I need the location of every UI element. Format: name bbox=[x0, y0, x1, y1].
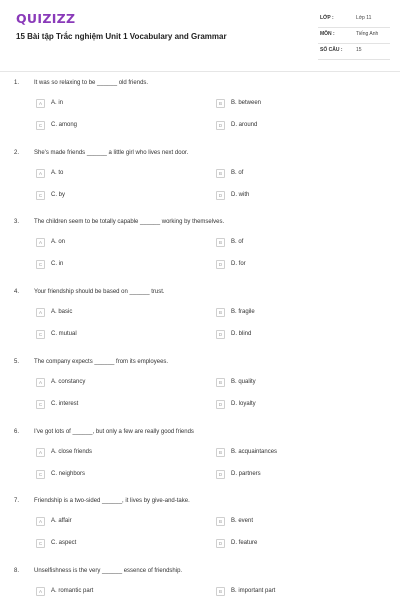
question-text: Friendship is a two-sided ______, it lives by give-and-take. bbox=[34, 498, 190, 504]
option-text: A. constancy bbox=[51, 379, 86, 385]
question-number: 5. bbox=[14, 359, 20, 365]
option-letter-box: B bbox=[216, 308, 225, 317]
option-text: C. mutual bbox=[51, 331, 77, 337]
option-letter-box: A bbox=[36, 378, 45, 387]
meta-value: Tiếng Anh bbox=[356, 31, 379, 37]
option-letter-box: D bbox=[216, 330, 225, 339]
option-letter-box: B bbox=[216, 169, 225, 178]
option-letter-box: A bbox=[36, 448, 45, 457]
meta-key: SỐ CÂU : bbox=[320, 47, 343, 53]
meta-table bbox=[318, 12, 390, 60]
option-letter-box: C bbox=[36, 121, 45, 130]
option-letter-box: B bbox=[216, 238, 225, 247]
option-text: C. in bbox=[51, 261, 64, 267]
option-letter-box: B bbox=[216, 587, 225, 596]
option-text: A. basic bbox=[51, 309, 73, 315]
option-letter-box: A bbox=[36, 587, 45, 596]
option-letter-box: B bbox=[216, 517, 225, 526]
option-letter-box: A bbox=[36, 238, 45, 247]
quizizz-logo: QUIZIZZ bbox=[16, 11, 76, 26]
question-2 bbox=[0, 150, 400, 220]
option-text: C. aspect bbox=[51, 540, 77, 546]
option-letter-box: D bbox=[216, 121, 225, 130]
option-letter-box: C bbox=[36, 330, 45, 339]
option-text: D. feature bbox=[231, 540, 258, 546]
option-letter-box: A bbox=[36, 308, 45, 317]
option-text: B. fragile bbox=[231, 309, 255, 315]
option-text: D. loyalty bbox=[231, 401, 256, 407]
question-number: 3. bbox=[14, 219, 20, 225]
option-text: A. to bbox=[51, 170, 64, 176]
meta-row-subject bbox=[318, 28, 390, 44]
option-letter-box: D bbox=[216, 260, 225, 269]
question-text: She's made friends ______ a little girl who lives next door. bbox=[34, 150, 189, 156]
option-text: B. acquaintances bbox=[231, 449, 278, 455]
meta-row-grade bbox=[318, 12, 390, 28]
option-letter-box: B bbox=[216, 99, 225, 108]
option-text: A. on bbox=[51, 239, 66, 245]
question-text: The company expects ______ from its employees. bbox=[34, 359, 169, 365]
option-text: D. around bbox=[231, 122, 258, 128]
question-number: 8. bbox=[14, 568, 20, 574]
question-4 bbox=[0, 289, 400, 359]
meta-value: Lớp 11 bbox=[356, 15, 372, 21]
question-number: 7. bbox=[14, 498, 20, 504]
option-letter-box: C bbox=[36, 400, 45, 409]
option-text: B. event bbox=[231, 518, 254, 524]
question-number: 6. bbox=[14, 429, 20, 435]
option-text: D. partners bbox=[231, 471, 261, 477]
option-text: B. of bbox=[231, 170, 244, 176]
meta-value: 15 bbox=[356, 47, 362, 53]
option-letter-box: A bbox=[36, 99, 45, 108]
meta-key: LỚP : bbox=[320, 15, 334, 21]
meta-key: MÔN : bbox=[320, 31, 335, 37]
option-text: B. important part bbox=[231, 588, 276, 594]
option-letter-box: C bbox=[36, 470, 45, 479]
option-letter-box: A bbox=[36, 169, 45, 178]
question-6 bbox=[0, 429, 400, 499]
option-letter-box: D bbox=[216, 539, 225, 548]
option-text: B. quality bbox=[231, 379, 256, 385]
option-text: C. among bbox=[51, 122, 78, 128]
option-letter-box: D bbox=[216, 470, 225, 479]
question-text: Unselfishness is the very ______ essence of friendship. bbox=[34, 568, 183, 574]
option-letter-box: C bbox=[36, 539, 45, 548]
option-text: B. of bbox=[231, 239, 244, 245]
worksheet-header bbox=[0, 0, 400, 72]
question-text: It was so relaxing to be ______ old friends. bbox=[34, 80, 149, 86]
option-text: C. neighbors bbox=[51, 471, 86, 477]
question-text: The children seem to be totally capable ______ working by themselves. bbox=[34, 219, 225, 225]
worksheet-title: 15 Bài tập Trắc nghiệm Unit 1 Vocabulary and Grammar bbox=[16, 32, 227, 41]
option-text: A. in bbox=[51, 100, 64, 106]
option-text: C. interest bbox=[51, 401, 79, 407]
option-letter-box: B bbox=[216, 448, 225, 457]
question-3 bbox=[0, 219, 400, 289]
option-letter-box: D bbox=[216, 400, 225, 409]
option-letter-box: D bbox=[216, 191, 225, 200]
option-letter-box: C bbox=[36, 191, 45, 200]
option-text: D. blind bbox=[231, 331, 252, 337]
option-text: A. close friends bbox=[51, 449, 93, 455]
option-letter-box: A bbox=[36, 517, 45, 526]
question-8 bbox=[0, 568, 400, 600]
option-text: D. with bbox=[231, 192, 250, 198]
question-number: 4. bbox=[14, 289, 20, 295]
question-5 bbox=[0, 359, 400, 429]
question-number: 2. bbox=[14, 150, 20, 156]
option-text: C. by bbox=[51, 192, 66, 198]
question-7 bbox=[0, 498, 400, 568]
option-letter-box: B bbox=[216, 378, 225, 387]
question-text: I've got lots of ______, but only a few are really good friends bbox=[34, 429, 194, 435]
question-number: 1. bbox=[14, 80, 20, 86]
option-text: D. for bbox=[231, 261, 246, 267]
option-text: A. affair bbox=[51, 518, 72, 524]
option-text: B. between bbox=[231, 100, 262, 106]
question-text: Your friendship should be based on ______ trust. bbox=[34, 289, 165, 295]
question-1 bbox=[0, 80, 400, 150]
meta-row-count bbox=[318, 44, 390, 60]
option-letter-box: C bbox=[36, 260, 45, 269]
option-text: A. romantic part bbox=[51, 588, 94, 594]
